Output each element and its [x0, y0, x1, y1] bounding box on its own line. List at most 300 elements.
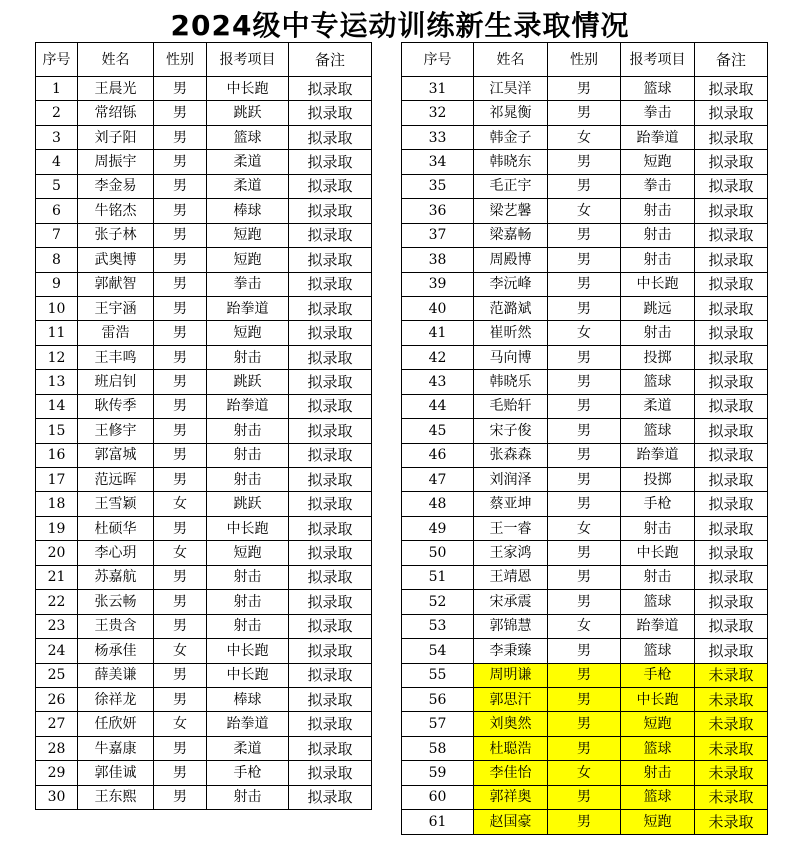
cell-note: 拟录取: [289, 639, 372, 663]
cell-name: 韩晓东: [474, 150, 548, 174]
cell-gender: 女: [548, 516, 621, 540]
cell-event: 射击: [207, 443, 289, 467]
cell-no: 44: [402, 394, 474, 418]
cell-gender: 男: [154, 296, 207, 320]
cell-gender: 男: [548, 419, 621, 443]
cell-event: 柔道: [621, 394, 695, 418]
cell-no: 4: [36, 150, 78, 174]
cell-event: 短跑: [207, 321, 289, 345]
cell-name: 王东熙: [78, 785, 154, 809]
cell-note: 拟录取: [289, 541, 372, 565]
cell-name: 王家鸿: [474, 541, 548, 565]
cell-no: 39: [402, 272, 474, 296]
cell-name: 毛贻轩: [474, 394, 548, 418]
table-row: [36, 296, 372, 320]
cell-name: 郭锦慧: [474, 614, 548, 638]
cell-name: 李金易: [78, 174, 154, 198]
cell-note: 拟录取: [695, 199, 768, 223]
cell-name: 常绍铄: [78, 101, 154, 125]
cell-no: 25: [36, 663, 78, 687]
cell-event: 篮球: [621, 639, 695, 663]
cell-note: 拟录取: [289, 516, 372, 540]
cell-note: 拟录取: [289, 321, 372, 345]
cell-event: 跆拳道: [207, 712, 289, 736]
cell-gender: 男: [548, 565, 621, 589]
cell-gender: 男: [154, 125, 207, 149]
header-no: 序号: [36, 43, 78, 77]
cell-name: 崔昕然: [474, 321, 548, 345]
table-row: [402, 174, 768, 198]
cell-gender: 女: [548, 614, 621, 638]
table-header-row: [36, 43, 372, 77]
cell-event: 射击: [207, 345, 289, 369]
cell-name: 赵国豪: [474, 810, 548, 834]
cell-note: 拟录取: [695, 77, 768, 101]
table-row: [402, 736, 768, 760]
table-row: [36, 687, 372, 711]
cell-note: 拟录取: [695, 468, 768, 492]
table-row: [36, 712, 372, 736]
cell-event: 短跑: [621, 712, 695, 736]
cell-name: 杜硕华: [78, 516, 154, 540]
cell-no: 27: [36, 712, 78, 736]
cell-no: 30: [36, 785, 78, 809]
table-row: [36, 663, 372, 687]
cell-no: 5: [36, 174, 78, 198]
header-note: 备注: [289, 43, 372, 77]
cell-no: 47: [402, 468, 474, 492]
cell-name: 梁嘉畅: [474, 223, 548, 247]
table-row: [402, 296, 768, 320]
cell-event: 跆拳道: [621, 443, 695, 467]
cell-gender: 男: [548, 810, 621, 834]
table-row: [402, 101, 768, 125]
cell-gender: 男: [548, 541, 621, 565]
cell-name: 耿传季: [78, 394, 154, 418]
cell-note: 拟录取: [695, 174, 768, 198]
cell-note: 拟录取: [289, 590, 372, 614]
cell-note: 拟录取: [289, 248, 372, 272]
cell-no: 14: [36, 394, 78, 418]
cell-event: 射击: [621, 516, 695, 540]
cell-name: 李秉臻: [474, 639, 548, 663]
cell-gender: 男: [154, 468, 207, 492]
cell-note: 拟录取: [289, 296, 372, 320]
cell-no: 16: [36, 443, 78, 467]
table-row: [36, 785, 372, 809]
cell-gender: 男: [548, 492, 621, 516]
table-row: [402, 150, 768, 174]
header-name: 姓名: [474, 43, 548, 77]
cell-gender: 男: [154, 687, 207, 711]
table-row: [36, 77, 372, 101]
header-gender: 性别: [154, 43, 207, 77]
cell-name: 韩金子: [474, 125, 548, 149]
cell-gender: 男: [548, 101, 621, 125]
cell-no: 20: [36, 541, 78, 565]
cell-name: 江昊洋: [474, 77, 548, 101]
cell-event: 射击: [207, 419, 289, 443]
table-row: [36, 761, 372, 785]
cell-gender: 男: [548, 223, 621, 247]
table-row: [36, 272, 372, 296]
cell-name: 郭献智: [78, 272, 154, 296]
cell-event: 短跑: [621, 810, 695, 834]
cell-gender: 男: [154, 663, 207, 687]
table-header-row: [402, 43, 768, 77]
cell-no: 61: [402, 810, 474, 834]
cell-note: 拟录取: [289, 345, 372, 369]
cell-event: 跆拳道: [621, 614, 695, 638]
cell-event: 中长跑: [621, 541, 695, 565]
table-row: [36, 443, 372, 467]
cell-gender: 女: [154, 541, 207, 565]
cell-event: 中长跑: [621, 272, 695, 296]
table-row: [36, 125, 372, 149]
cell-event: 跳跃: [207, 370, 289, 394]
cell-gender: 男: [154, 736, 207, 760]
cell-name: 雷浩: [78, 321, 154, 345]
table-body-right: [402, 77, 768, 835]
cell-event: 柔道: [207, 736, 289, 760]
cell-gender: 男: [548, 687, 621, 711]
cell-event: 跆拳道: [207, 394, 289, 418]
admission-table-right: [401, 42, 768, 835]
cell-note: 拟录取: [289, 712, 372, 736]
cell-event: 跳跃: [207, 492, 289, 516]
cell-no: 31: [402, 77, 474, 101]
table-row: [402, 77, 768, 101]
cell-name: 牛铭杰: [78, 199, 154, 223]
cell-no: 15: [36, 419, 78, 443]
table-row: [36, 639, 372, 663]
cell-name: 王贵含: [78, 614, 154, 638]
cell-gender: 男: [548, 296, 621, 320]
cell-no: 40: [402, 296, 474, 320]
cell-event: 跆拳道: [207, 296, 289, 320]
table-row: [36, 541, 372, 565]
cell-gender: 男: [548, 736, 621, 760]
cell-event: 棒球: [207, 199, 289, 223]
cell-no: 49: [402, 516, 474, 540]
cell-gender: 女: [154, 492, 207, 516]
table-row: [402, 125, 768, 149]
cell-event: 柔道: [207, 174, 289, 198]
cell-event: 篮球: [621, 736, 695, 760]
cell-event: 射击: [621, 565, 695, 589]
cell-note: 拟录取: [695, 541, 768, 565]
cell-name: 武奥博: [78, 248, 154, 272]
cell-name: 韩晓乐: [474, 370, 548, 394]
admission-table-left: [35, 42, 372, 810]
cell-no: 9: [36, 272, 78, 296]
cell-event: 短跑: [207, 541, 289, 565]
cell-gender: 男: [548, 150, 621, 174]
cell-no: 59: [402, 761, 474, 785]
cell-gender: 男: [548, 174, 621, 198]
cell-gender: 男: [548, 712, 621, 736]
cell-note: 拟录取: [289, 785, 372, 809]
cell-name: 杜聪浩: [474, 736, 548, 760]
table-row: [402, 614, 768, 638]
table-row: [402, 223, 768, 247]
cell-note: 拟录取: [289, 223, 372, 247]
cell-note: 拟录取: [289, 468, 372, 492]
table-row: [402, 492, 768, 516]
cell-note: 拟录取: [695, 125, 768, 149]
cell-gender: 男: [548, 394, 621, 418]
cell-note: 拟录取: [289, 174, 372, 198]
cell-gender: 女: [548, 761, 621, 785]
cell-event: 射击: [207, 590, 289, 614]
cell-note: 拟录取: [289, 419, 372, 443]
cell-name: 马向博: [474, 345, 548, 369]
table-row: [402, 516, 768, 540]
table-row: [36, 248, 372, 272]
cell-event: 篮球: [621, 419, 695, 443]
cell-event: 拳击: [621, 174, 695, 198]
cell-name: 毛正宇: [474, 174, 548, 198]
table-row: [36, 223, 372, 247]
cell-note: 拟录取: [289, 687, 372, 711]
table-row: [402, 468, 768, 492]
cell-no: 53: [402, 614, 474, 638]
cell-note: 拟录取: [695, 296, 768, 320]
cell-event: 柔道: [207, 150, 289, 174]
cell-note: 拟录取: [289, 101, 372, 125]
cell-event: 射击: [207, 468, 289, 492]
cell-name: 王丰鸣: [78, 345, 154, 369]
table-row: [36, 394, 372, 418]
cell-gender: 男: [154, 785, 207, 809]
table-row: [402, 785, 768, 809]
cell-event: 射击: [207, 614, 289, 638]
table-row: [402, 443, 768, 467]
cell-gender: 男: [548, 639, 621, 663]
cell-gender: 男: [154, 345, 207, 369]
cell-gender: 男: [154, 248, 207, 272]
cell-event: 射击: [621, 199, 695, 223]
cell-note: 拟录取: [695, 345, 768, 369]
cell-note: 拟录取: [289, 663, 372, 687]
cell-note: 拟录取: [695, 272, 768, 296]
cell-event: 中长跑: [207, 639, 289, 663]
header-gender: 性别: [548, 43, 621, 77]
cell-note: 拟录取: [289, 394, 372, 418]
header-event: 报考项目: [621, 43, 695, 77]
cell-note: 拟录取: [695, 443, 768, 467]
table-body-left: [36, 77, 372, 810]
cell-no: 1: [36, 77, 78, 101]
cell-no: 12: [36, 345, 78, 369]
cell-name: 徐祥龙: [78, 687, 154, 711]
header-event: 报考项目: [207, 43, 289, 77]
cell-gender: 男: [548, 663, 621, 687]
cell-name: 班启钊: [78, 370, 154, 394]
table-row: [402, 712, 768, 736]
cell-event: 射击: [621, 223, 695, 247]
cell-no: 55: [402, 663, 474, 687]
cell-no: 57: [402, 712, 474, 736]
cell-gender: 男: [154, 565, 207, 589]
cell-event: 篮球: [207, 125, 289, 149]
cell-name: 李沅峰: [474, 272, 548, 296]
table-row: [402, 321, 768, 345]
cell-no: 35: [402, 174, 474, 198]
cell-name: 王雪颖: [78, 492, 154, 516]
cell-name: 刘奥然: [474, 712, 548, 736]
cell-gender: 男: [154, 590, 207, 614]
cell-name: 王宇涵: [78, 296, 154, 320]
cell-name: 李心玥: [78, 541, 154, 565]
cell-no: 36: [402, 199, 474, 223]
cell-name: 牛嘉康: [78, 736, 154, 760]
table-row: [36, 590, 372, 614]
cell-name: 梁艺馨: [474, 199, 548, 223]
cell-name: 任欣妍: [78, 712, 154, 736]
cell-name: 郭富城: [78, 443, 154, 467]
cell-no: 38: [402, 248, 474, 272]
cell-gender: 男: [548, 77, 621, 101]
cell-name: 李佳怡: [474, 761, 548, 785]
cell-event: 短跑: [621, 150, 695, 174]
cell-no: 48: [402, 492, 474, 516]
cell-no: 10: [36, 296, 78, 320]
cell-no: 21: [36, 565, 78, 589]
cell-name: 王晨光: [78, 77, 154, 101]
cell-name: 郭佳诚: [78, 761, 154, 785]
cell-name: 杨承佳: [78, 639, 154, 663]
cell-no: 7: [36, 223, 78, 247]
cell-event: 手枪: [621, 492, 695, 516]
cell-note: 拟录取: [695, 419, 768, 443]
cell-note: 拟录取: [289, 125, 372, 149]
cell-name: 王一睿: [474, 516, 548, 540]
cell-gender: 女: [548, 199, 621, 223]
cell-no: 45: [402, 419, 474, 443]
cell-event: 射击: [621, 248, 695, 272]
table-row: [36, 150, 372, 174]
cell-event: 拳击: [621, 101, 695, 125]
header-name: 姓名: [78, 43, 154, 77]
table-row: [36, 174, 372, 198]
cell-no: 60: [402, 785, 474, 809]
cell-gender: 男: [154, 77, 207, 101]
cell-event: 中长跑: [207, 663, 289, 687]
cell-event: 手枪: [207, 761, 289, 785]
cell-note: 拟录取: [695, 370, 768, 394]
cell-no: 17: [36, 468, 78, 492]
cell-gender: 男: [154, 370, 207, 394]
table-row: [402, 810, 768, 834]
cell-gender: 男: [548, 468, 621, 492]
cell-note: 拟录取: [289, 565, 372, 589]
cell-note: 拟录取: [289, 370, 372, 394]
table-row: [36, 565, 372, 589]
cell-name: 郭祥奥: [474, 785, 548, 809]
cell-name: 刘子阳: [78, 125, 154, 149]
cell-note: 拟录取: [695, 492, 768, 516]
table-row: [36, 419, 372, 443]
cell-gender: 男: [548, 443, 621, 467]
cell-gender: 男: [154, 223, 207, 247]
cell-no: 50: [402, 541, 474, 565]
cell-event: 篮球: [621, 370, 695, 394]
cell-note: 拟录取: [695, 516, 768, 540]
cell-no: 13: [36, 370, 78, 394]
cell-name: 周振宇: [78, 150, 154, 174]
cell-event: 射击: [621, 321, 695, 345]
cell-no: 11: [36, 321, 78, 345]
cell-no: 42: [402, 345, 474, 369]
cell-no: 28: [36, 736, 78, 760]
cell-event: 篮球: [621, 77, 695, 101]
cell-note: 未录取: [695, 785, 768, 809]
cell-no: 37: [402, 223, 474, 247]
cell-name: 张云畅: [78, 590, 154, 614]
cell-event: 中长跑: [621, 687, 695, 711]
table-row: [402, 639, 768, 663]
cell-no: 23: [36, 614, 78, 638]
cell-name: 宋承震: [474, 590, 548, 614]
table-row: [402, 590, 768, 614]
cell-event: 投掷: [621, 345, 695, 369]
table-row: [402, 541, 768, 565]
cell-note: 拟录取: [289, 492, 372, 516]
cell-name: 范潞斌: [474, 296, 548, 320]
cell-name: 范远晖: [78, 468, 154, 492]
cell-name: 祁晁衡: [474, 101, 548, 125]
cell-name: 薛美谦: [78, 663, 154, 687]
cell-gender: 男: [154, 419, 207, 443]
cell-note: 拟录取: [289, 150, 372, 174]
table-row: [36, 370, 372, 394]
table-row: [402, 419, 768, 443]
cell-gender: 男: [154, 614, 207, 638]
cell-note: 未录取: [695, 687, 768, 711]
cell-note: 未录取: [695, 761, 768, 785]
cell-event: 射击: [621, 761, 695, 785]
table-row: [402, 663, 768, 687]
cell-name: 宋子俊: [474, 419, 548, 443]
cell-gender: 男: [548, 272, 621, 296]
cell-gender: 男: [154, 199, 207, 223]
table-row: [36, 199, 372, 223]
cell-note: 未录取: [695, 663, 768, 687]
cell-no: 2: [36, 101, 78, 125]
cell-no: 52: [402, 590, 474, 614]
cell-note: 拟录取: [695, 321, 768, 345]
cell-name: 蔡亚坤: [474, 492, 548, 516]
table-row: [36, 492, 372, 516]
table-row: [402, 199, 768, 223]
cell-no: 43: [402, 370, 474, 394]
cell-no: 24: [36, 639, 78, 663]
table-row: [402, 248, 768, 272]
cell-no: 46: [402, 443, 474, 467]
cell-name: 王靖恩: [474, 565, 548, 589]
cell-event: 射击: [207, 565, 289, 589]
cell-no: 26: [36, 687, 78, 711]
cell-note: 未录取: [695, 712, 768, 736]
table-row: [36, 516, 372, 540]
cell-name: 周明谦: [474, 663, 548, 687]
table-row: [36, 101, 372, 125]
cell-gender: 女: [154, 639, 207, 663]
cell-no: 51: [402, 565, 474, 589]
cell-event: 短跑: [207, 248, 289, 272]
cell-no: 8: [36, 248, 78, 272]
